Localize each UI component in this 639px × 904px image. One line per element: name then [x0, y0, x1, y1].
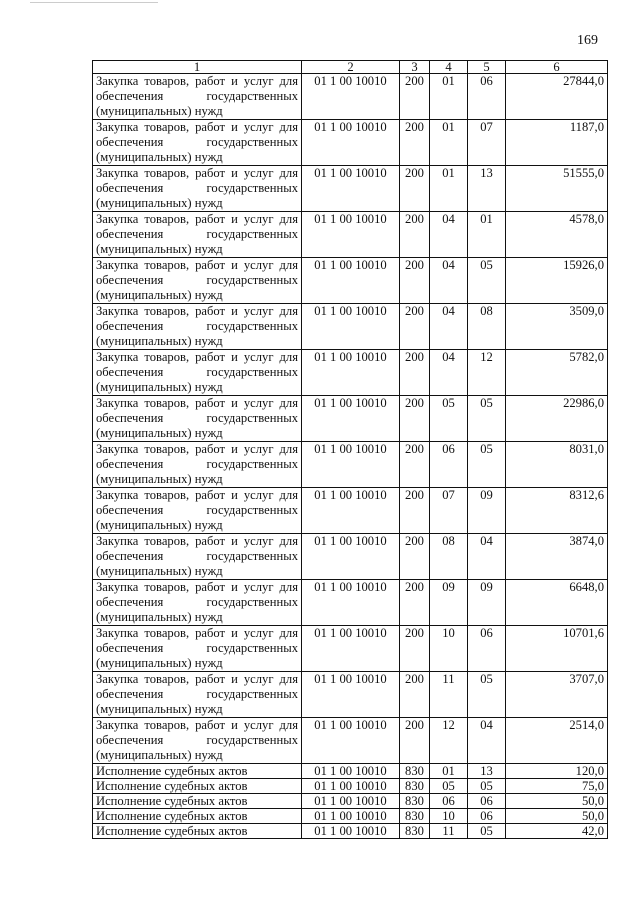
target-article-cell: 01 1 00 10010	[302, 442, 400, 488]
section-cell: 05	[430, 396, 468, 442]
expense-type-cell: 830	[400, 764, 430, 779]
subsection-cell: 06	[468, 809, 506, 824]
subsection-cell: 05	[468, 258, 506, 304]
target-article-cell: 01 1 00 10010	[302, 304, 400, 350]
table-row	[93, 258, 608, 304]
section-cell: 11	[430, 824, 468, 839]
subsection-cell: 04	[468, 718, 506, 764]
target-article-cell: 01 1 00 10010	[302, 824, 400, 839]
target-article-cell: 01 1 00 10010	[302, 580, 400, 626]
target-article-cell: 01 1 00 10010	[302, 626, 400, 672]
amount-cell: 42,0	[506, 824, 608, 839]
section-cell: 04	[430, 304, 468, 350]
target-article-cell: 01 1 00 10010	[302, 350, 400, 396]
item-name-cell: Закупка товаров, работ и услуг для обеспечения государственных (муниципальных) нужд	[93, 672, 302, 718]
column-header: 3	[400, 61, 430, 74]
table-row	[93, 166, 608, 212]
section-cell: 07	[430, 488, 468, 534]
section-cell: 01	[430, 166, 468, 212]
amount-cell: 51555,0	[506, 166, 608, 212]
target-article-cell: 01 1 00 10010	[302, 74, 400, 120]
subsection-cell: 05	[468, 824, 506, 839]
amount-cell: 27844,0	[506, 74, 608, 120]
column-header: 5	[468, 61, 506, 74]
target-article-cell: 01 1 00 10010	[302, 672, 400, 718]
expense-type-cell: 830	[400, 824, 430, 839]
item-name-cell: Исполнение судебных актов	[93, 794, 302, 809]
amount-cell: 50,0	[506, 794, 608, 809]
item-name-cell: Закупка товаров, работ и услуг для обеспечения государственных (муниципальных) нужд	[93, 258, 302, 304]
item-name-cell: Исполнение судебных актов	[93, 824, 302, 839]
amount-cell: 3509,0	[506, 304, 608, 350]
amount-cell: 5782,0	[506, 350, 608, 396]
expense-type-cell: 830	[400, 809, 430, 824]
item-name-cell: Исполнение судебных актов	[93, 809, 302, 824]
item-name-cell: Закупка товаров, работ и услуг для обеспечения государственных (муниципальных) нужд	[93, 74, 302, 120]
subsection-cell: 05	[468, 672, 506, 718]
target-article-cell: 01 1 00 10010	[302, 258, 400, 304]
section-cell: 08	[430, 534, 468, 580]
subsection-cell: 12	[468, 350, 506, 396]
expense-type-cell: 200	[400, 488, 430, 534]
section-cell: 04	[430, 350, 468, 396]
table-row	[93, 764, 608, 779]
target-article-cell: 01 1 00 10010	[302, 718, 400, 764]
amount-cell: 75,0	[506, 779, 608, 794]
column-header: 6	[506, 61, 608, 74]
section-cell: 04	[430, 212, 468, 258]
item-name-cell: Закупка товаров, работ и услуг для обеспечения государственных (муниципальных) нужд	[93, 626, 302, 672]
target-article-cell: 01 1 00 10010	[302, 764, 400, 779]
section-cell: 06	[430, 794, 468, 809]
subsection-cell: 09	[468, 580, 506, 626]
amount-cell: 3874,0	[506, 534, 608, 580]
expense-type-cell: 200	[400, 442, 430, 488]
amount-cell: 22986,0	[506, 396, 608, 442]
table-row	[93, 120, 608, 166]
target-article-cell: 01 1 00 10010	[302, 488, 400, 534]
amount-cell: 8031,0	[506, 442, 608, 488]
subsection-cell: 01	[468, 212, 506, 258]
target-article-cell: 01 1 00 10010	[302, 396, 400, 442]
budget-table	[92, 60, 608, 839]
amount-cell: 6648,0	[506, 580, 608, 626]
subsection-cell: 06	[468, 74, 506, 120]
expense-type-cell: 200	[400, 626, 430, 672]
section-cell: 05	[430, 779, 468, 794]
target-article-cell: 01 1 00 10010	[302, 212, 400, 258]
table-row	[93, 350, 608, 396]
subsection-cell: 13	[468, 764, 506, 779]
table-row	[93, 488, 608, 534]
subsection-cell: 06	[468, 626, 506, 672]
table-body	[93, 74, 608, 839]
table-row	[93, 396, 608, 442]
table-row	[93, 794, 608, 809]
subsection-cell: 05	[468, 779, 506, 794]
target-article-cell: 01 1 00 10010	[302, 779, 400, 794]
item-name-cell: Закупка товаров, работ и услуг для обеспечения государственных (муниципальных) нужд	[93, 534, 302, 580]
expense-type-cell: 200	[400, 718, 430, 764]
expense-type-cell: 200	[400, 120, 430, 166]
item-name-cell: Закупка товаров, работ и услуг для обеспечения государственных (муниципальных) нужд	[93, 120, 302, 166]
item-name-cell: Закупка товаров, работ и услуг для обеспечения государственных (муниципальных) нужд	[93, 488, 302, 534]
item-name-cell: Закупка товаров, работ и услуг для обеспечения государственных (муниципальных) нужд	[93, 212, 302, 258]
target-article-cell: 01 1 00 10010	[302, 166, 400, 212]
amount-cell: 4578,0	[506, 212, 608, 258]
table-row	[93, 580, 608, 626]
item-name-cell: Исполнение судебных актов	[93, 764, 302, 779]
table-row	[93, 534, 608, 580]
subsection-cell: 05	[468, 442, 506, 488]
target-article-cell: 01 1 00 10010	[302, 534, 400, 580]
expense-type-cell: 200	[400, 304, 430, 350]
amount-cell: 1187,0	[506, 120, 608, 166]
table-row	[93, 212, 608, 258]
subsection-cell: 09	[468, 488, 506, 534]
subsection-cell: 05	[468, 396, 506, 442]
column-number-row	[93, 61, 608, 74]
item-name-cell: Закупка товаров, работ и услуг для обеспечения государственных (муниципальных) нужд	[93, 350, 302, 396]
target-article-cell: 01 1 00 10010	[302, 120, 400, 166]
section-cell: 01	[430, 764, 468, 779]
amount-cell: 8312,6	[506, 488, 608, 534]
table-row	[93, 824, 608, 839]
subsection-cell: 13	[468, 166, 506, 212]
table-row	[93, 718, 608, 764]
section-cell: 12	[430, 718, 468, 764]
table-row	[93, 626, 608, 672]
table-row	[93, 779, 608, 794]
subsection-cell: 08	[468, 304, 506, 350]
target-article-cell: 01 1 00 10010	[302, 794, 400, 809]
expense-type-cell: 200	[400, 74, 430, 120]
item-name-cell: Закупка товаров, работ и услуг для обеспечения государственных (муниципальных) нужд	[93, 442, 302, 488]
expense-type-cell: 830	[400, 779, 430, 794]
section-cell: 01	[430, 74, 468, 120]
item-name-cell: Исполнение судебных актов	[93, 779, 302, 794]
expense-type-cell: 200	[400, 672, 430, 718]
item-name-cell: Закупка товаров, работ и услуг для обеспечения государственных (муниципальных) нужд	[93, 580, 302, 626]
expense-type-cell: 200	[400, 212, 430, 258]
expense-type-cell: 200	[400, 258, 430, 304]
item-name-cell: Закупка товаров, работ и услуг для обеспечения государственных (муниципальных) нужд	[93, 718, 302, 764]
subsection-cell: 06	[468, 794, 506, 809]
page-number: 169	[577, 33, 598, 48]
item-name-cell: Закупка товаров, работ и услуг для обеспечения государственных (муниципальных) нужд	[93, 304, 302, 350]
column-header: 2	[302, 61, 400, 74]
section-cell: 06	[430, 442, 468, 488]
table-row	[93, 672, 608, 718]
top-edge-rule	[30, 2, 158, 3]
expense-type-cell: 200	[400, 534, 430, 580]
column-header: 1	[93, 61, 302, 74]
table-row	[93, 304, 608, 350]
amount-cell: 3707,0	[506, 672, 608, 718]
section-cell: 10	[430, 626, 468, 672]
amount-cell: 120,0	[506, 764, 608, 779]
expense-type-cell: 200	[400, 396, 430, 442]
amount-cell: 10701,6	[506, 626, 608, 672]
subsection-cell: 04	[468, 534, 506, 580]
item-name-cell: Закупка товаров, работ и услуг для обеспечения государственных (муниципальных) нужд	[93, 166, 302, 212]
expense-type-cell: 830	[400, 794, 430, 809]
table-row	[93, 442, 608, 488]
section-cell: 09	[430, 580, 468, 626]
column-header: 4	[430, 61, 468, 74]
amount-cell: 50,0	[506, 809, 608, 824]
target-article-cell: 01 1 00 10010	[302, 809, 400, 824]
expense-type-cell: 200	[400, 580, 430, 626]
amount-cell: 2514,0	[506, 718, 608, 764]
section-cell: 11	[430, 672, 468, 718]
expense-type-cell: 200	[400, 350, 430, 396]
amount-cell: 15926,0	[506, 258, 608, 304]
subsection-cell: 07	[468, 120, 506, 166]
table-row	[93, 809, 608, 824]
table-row	[93, 74, 608, 120]
item-name-cell: Закупка товаров, работ и услуг для обеспечения государственных (муниципальных) нужд	[93, 396, 302, 442]
section-cell: 10	[430, 809, 468, 824]
expense-type-cell: 200	[400, 166, 430, 212]
section-cell: 01	[430, 120, 468, 166]
section-cell: 04	[430, 258, 468, 304]
